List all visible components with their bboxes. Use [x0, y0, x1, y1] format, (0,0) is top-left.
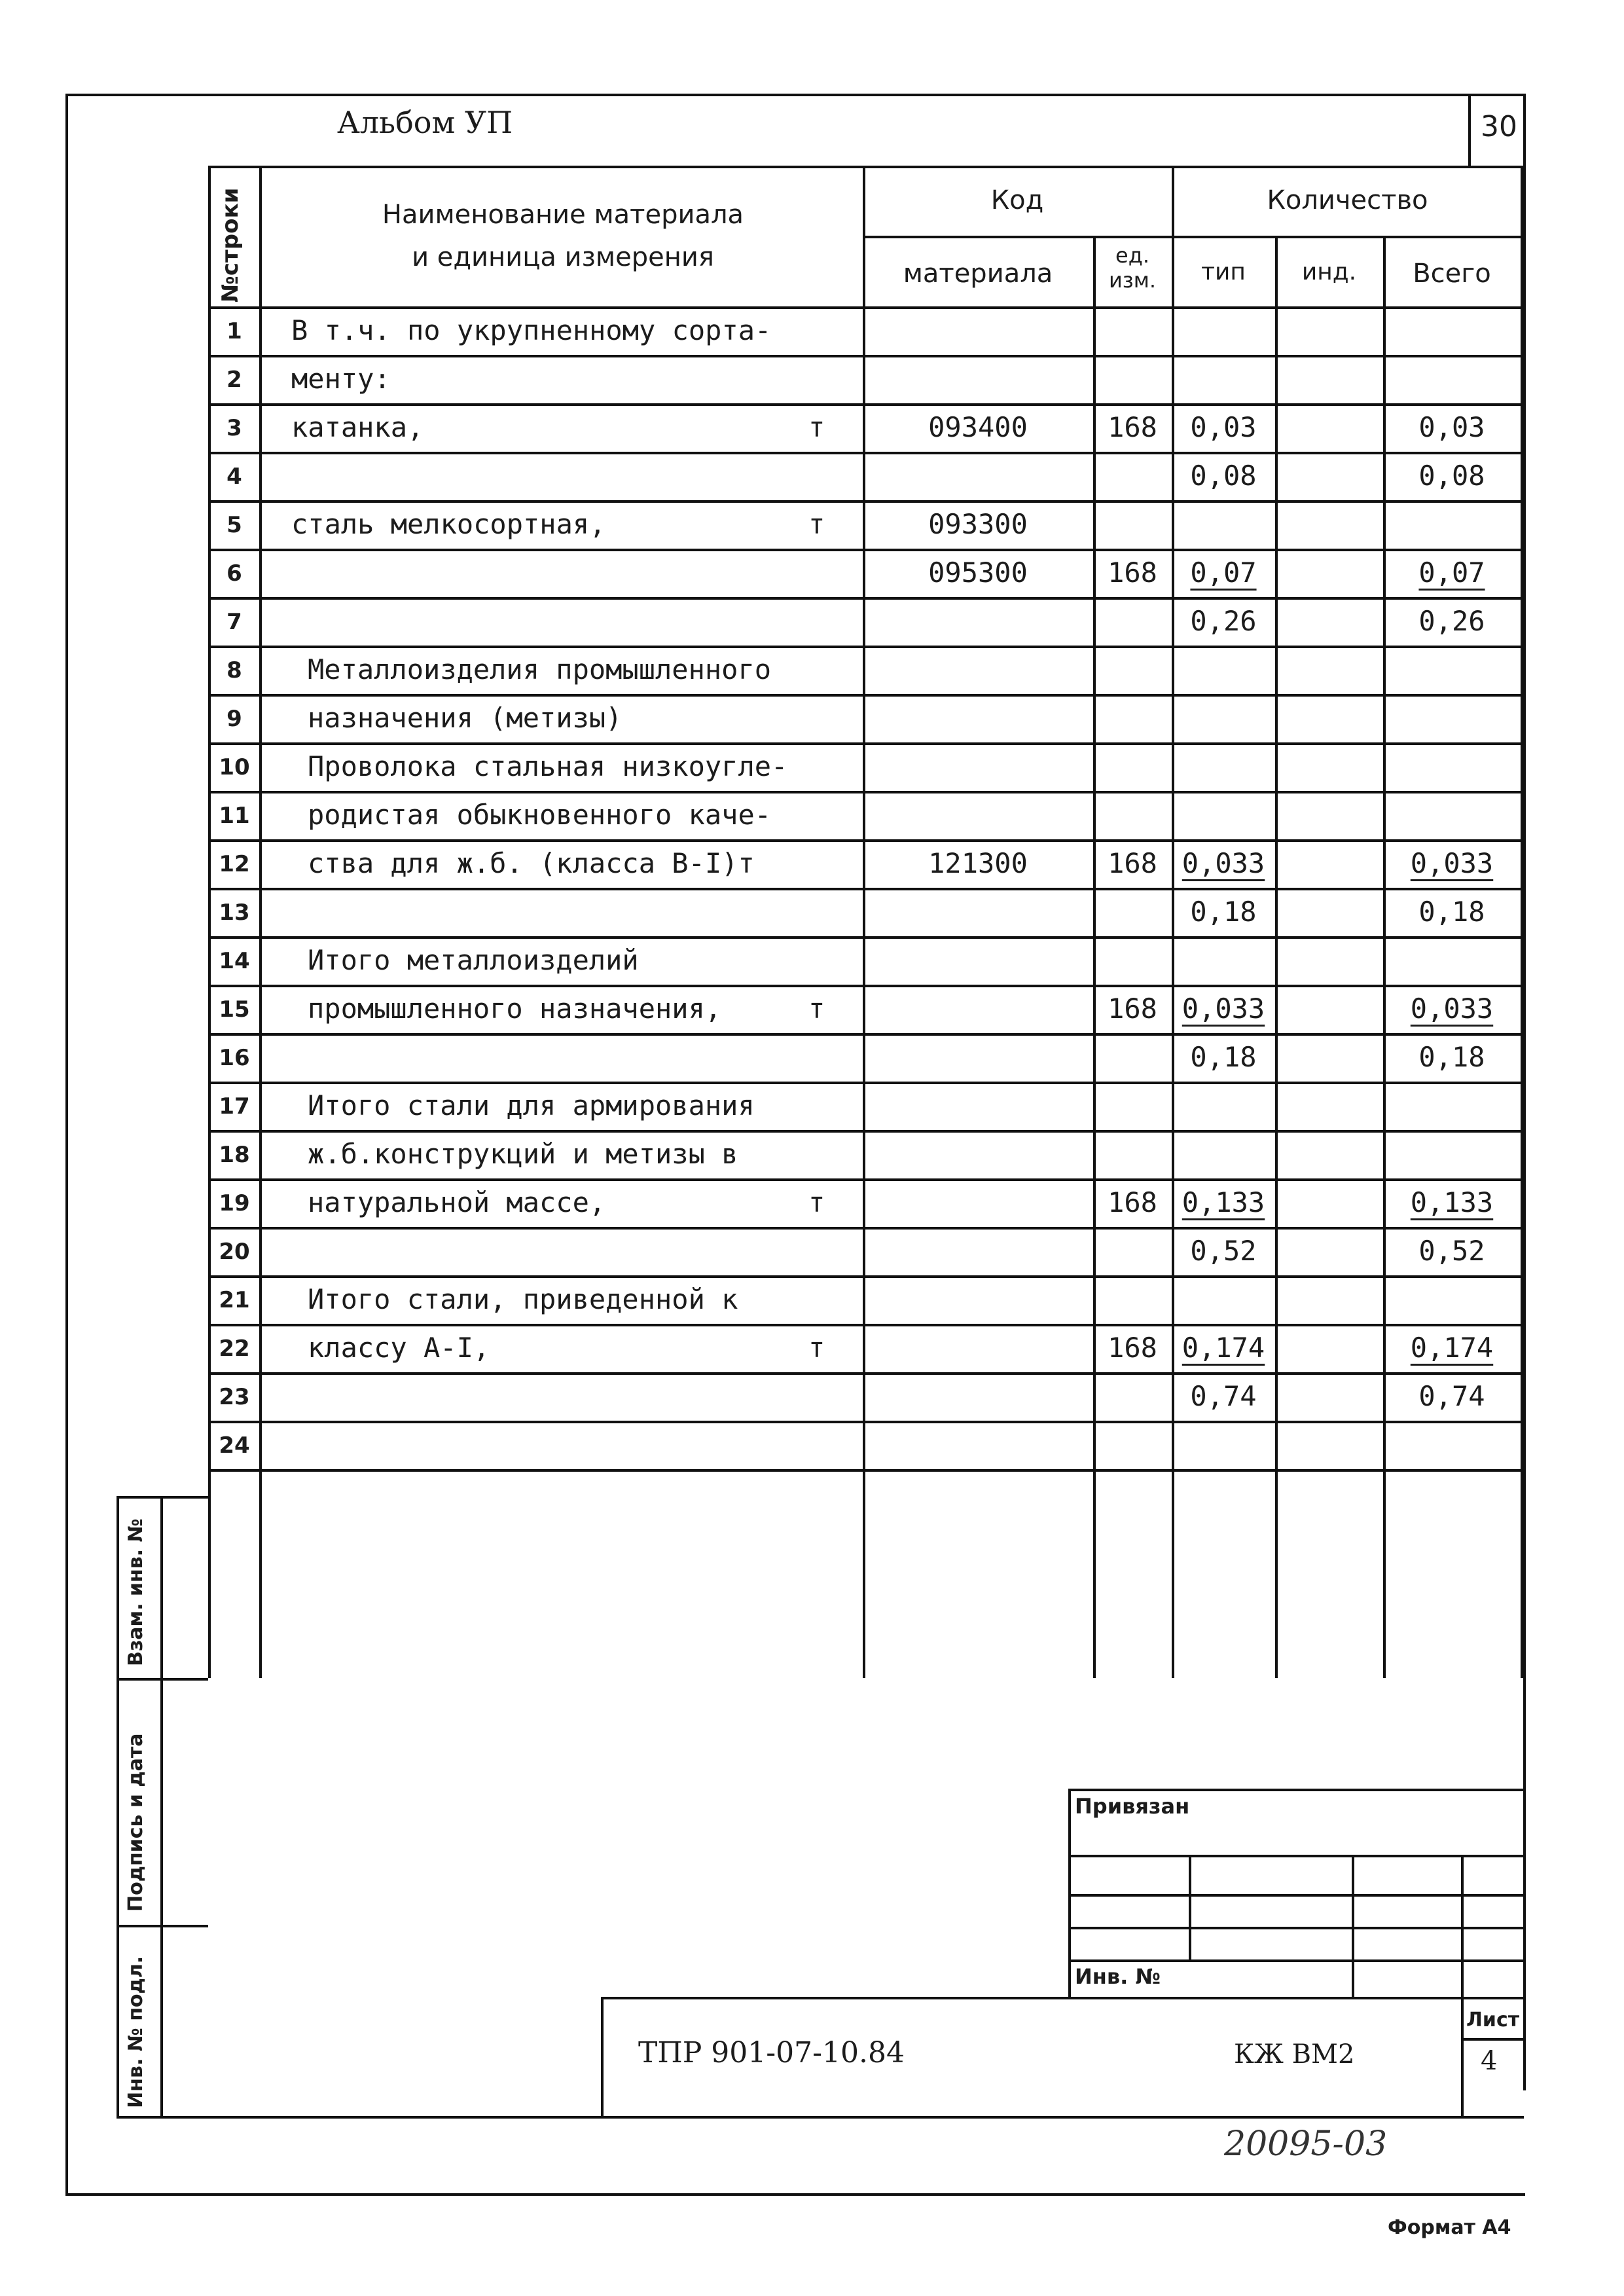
row-number: 17: [219, 1093, 250, 1120]
side-strip-div2: [117, 1925, 208, 1927]
qty-typ: 0,03: [1190, 411, 1257, 443]
table-top-line: [208, 166, 1524, 168]
row-number: 20: [219, 1239, 250, 1265]
header-typ: тип: [1201, 259, 1246, 285]
qty-total: 0,08: [1418, 460, 1485, 492]
header-ind: инд.: [1301, 259, 1357, 285]
row-number: 12: [219, 851, 250, 877]
qty-typ: 0,18: [1190, 896, 1257, 928]
unit-suffix: т: [808, 411, 825, 443]
material-code: 093400: [928, 411, 1028, 443]
row-separator: [208, 549, 1524, 551]
label-podpis-data: Подпись и дата: [124, 1733, 147, 1912]
header-material: материала: [903, 259, 1053, 289]
row-separator: [208, 1372, 1524, 1375]
qty-typ: 0,174: [1182, 1332, 1265, 1364]
qty-typ: 0,133: [1182, 1186, 1265, 1218]
header-total: Всего: [1413, 259, 1491, 289]
row-separator: [208, 742, 1524, 745]
row-number: 19: [219, 1190, 250, 1216]
document-code: ТПР 901-07-10.84: [638, 2036, 905, 2069]
header-name-line1: Наименование материала: [382, 200, 744, 230]
qty-typ: 0,26: [1190, 605, 1257, 637]
qty-typ: 0,08: [1190, 460, 1257, 492]
unit-code: 168: [1108, 1332, 1157, 1364]
material-name: назначения (метизы): [308, 702, 623, 734]
row-number: 4: [226, 464, 242, 490]
list-label: Лист: [1466, 2009, 1520, 2032]
row-separator: [208, 403, 1524, 406]
header-unit-line1: ед.: [1115, 243, 1149, 268]
list-value: 4: [1481, 2046, 1498, 2076]
material-code: 093300: [928, 508, 1028, 540]
unit-code: 168: [1108, 847, 1157, 879]
row-separator: [208, 1082, 1524, 1084]
row-number: 15: [219, 996, 250, 1023]
row-number: 11: [219, 803, 250, 829]
row-separator: [208, 646, 1524, 648]
qty-total: 0,07: [1418, 556, 1485, 589]
stamp-vline-3: [1461, 1855, 1464, 2117]
row-separator: [208, 791, 1524, 793]
qty-total: 0,033: [1410, 993, 1494, 1025]
header-sub-line: [863, 236, 1524, 238]
row-number: 9: [226, 706, 242, 732]
sheet-number: 30: [1481, 110, 1517, 143]
row-separator: [208, 1178, 1524, 1181]
header-unit-line2: изм.: [1108, 268, 1157, 293]
row-separator: [208, 1033, 1524, 1036]
stamp-inv-no: Инв. №: [1075, 1964, 1161, 1989]
row-separator: [208, 1421, 1524, 1423]
material-name: промышленного назначения,: [308, 993, 722, 1025]
frame-bottom: [65, 2193, 1525, 2196]
bottom-border: [117, 2116, 1524, 2119]
material-name: родистая обыкновенного каче-: [308, 799, 772, 831]
row-separator: [208, 1324, 1524, 1326]
row-number: 5: [226, 512, 242, 538]
row-separator: [208, 694, 1524, 697]
stamp-top: [1068, 1789, 1524, 1791]
row-number: 8: [226, 657, 242, 683]
unit-code: 168: [1108, 556, 1157, 589]
stamp-privyazan: Привязан: [1075, 1794, 1190, 1819]
row-separator: [208, 936, 1524, 939]
side-strip-mid: [160, 1496, 163, 2118]
row-number: 13: [219, 900, 250, 926]
row-number: 7: [226, 609, 242, 635]
frame-top: [65, 94, 1525, 96]
row-number: 2: [226, 367, 242, 393]
stamp-line-2: [1068, 1894, 1524, 1897]
unit-suffix: т: [808, 993, 825, 1025]
album-title: Альбом УП: [337, 105, 513, 140]
row-separator: [208, 355, 1524, 357]
side-strip-left: [117, 1496, 119, 2118]
material-name: Проволока стальная низкоугле-: [308, 750, 788, 782]
side-strip-top: [117, 1496, 208, 1499]
label-vzam-inv: Взам. инв. №: [124, 1518, 147, 1666]
qty-total: 0,52: [1418, 1235, 1485, 1267]
docbox-left: [601, 1997, 604, 2118]
handwritten-number: 20095-03: [1224, 2124, 1388, 2164]
docbox-top: [601, 1997, 1524, 1999]
stamp-line-3: [1068, 1927, 1524, 1929]
material-name: менту:: [291, 363, 391, 395]
qty-total: 0,174: [1410, 1332, 1494, 1364]
material-name: катанка,: [291, 411, 424, 443]
header-code-group: Код: [990, 185, 1044, 215]
row-separator: [208, 839, 1524, 842]
material-code: 095300: [928, 556, 1028, 589]
row-separator: [208, 985, 1524, 987]
stamp-line-1: [1068, 1855, 1524, 1857]
label-inv-podl: Инв. № подл.: [124, 1956, 147, 2108]
qty-total: 0,03: [1418, 411, 1485, 443]
header-row-number: №строки: [217, 187, 244, 302]
material-name: Итого металлоизделий: [308, 944, 639, 976]
qty-typ: 0,52: [1190, 1235, 1257, 1267]
row-separator: [208, 452, 1524, 454]
header-bottom-line: [208, 306, 1524, 309]
stamp-vline-2: [1352, 1855, 1354, 1999]
unit-suffix: т: [808, 1332, 825, 1364]
row-number: 21: [219, 1287, 250, 1313]
stamp-left: [1068, 1789, 1071, 1998]
unit-code: 168: [1108, 1186, 1157, 1218]
material-name: ства для ж.б. (класса В-I)т: [308, 847, 755, 879]
side-strip-div1: [117, 1678, 208, 1681]
row-number: 10: [219, 754, 250, 780]
material-name: ж.б.конструкций и метизы в: [308, 1138, 738, 1170]
qty-total: 0,18: [1418, 1041, 1485, 1073]
header-name-line2: и единица измерения: [412, 242, 714, 272]
qty-typ: 0,18: [1190, 1041, 1257, 1073]
frame-left: [65, 94, 68, 2195]
row-number: 1: [226, 318, 242, 344]
material-name: Итого стали для армирования: [308, 1089, 755, 1121]
row-number: 24: [219, 1432, 250, 1459]
qty-typ: 0,74: [1190, 1380, 1257, 1412]
material-name: В т.ч. по укрупненному сорта-: [291, 314, 772, 346]
row-number: 6: [226, 560, 242, 587]
material-code: 121300: [928, 847, 1028, 879]
col-line-7: [1521, 166, 1523, 1678]
list-box-line: [1461, 2038, 1524, 2041]
row-separator: [208, 597, 1524, 600]
qty-total: 0,74: [1418, 1380, 1485, 1412]
qty-typ: 0,07: [1190, 556, 1257, 589]
row-separator: [208, 1469, 1524, 1472]
stamp-line-4: [1068, 1959, 1524, 1962]
row-separator: [208, 888, 1524, 890]
unit-suffix: т: [808, 508, 825, 540]
qty-total: 0,26: [1418, 605, 1485, 637]
row-number: 14: [219, 948, 250, 974]
qty-typ: 0,033: [1182, 993, 1265, 1025]
row-number: 22: [219, 1336, 250, 1362]
col-line-2: [863, 166, 865, 1678]
material-name: Итого стали, приведенной к: [308, 1283, 738, 1315]
unit-code: 168: [1108, 411, 1157, 443]
unit-code: 168: [1108, 993, 1157, 1025]
qty-total: 0,18: [1418, 896, 1485, 928]
row-number: 18: [219, 1142, 250, 1168]
stamp-vline-1: [1189, 1855, 1191, 1959]
row-separator: [208, 500, 1524, 503]
material-name: натуральной массе,: [308, 1186, 606, 1218]
material-name: сталь мелкосортная,: [291, 508, 606, 540]
material-name: Металлоизделия промышленного: [308, 653, 772, 685]
row-separator: [208, 1227, 1524, 1230]
material-name: классу А-I,: [308, 1332, 490, 1364]
qty-typ: 0,033: [1182, 847, 1265, 879]
row-separator: [208, 1130, 1524, 1133]
document-mark: КЖ ВМ2: [1234, 2039, 1355, 2069]
row-separator: [208, 1275, 1524, 1278]
header-quantity-group: Количество: [1267, 185, 1428, 215]
unit-suffix: т: [808, 1186, 825, 1218]
row-number: 16: [219, 1045, 250, 1071]
qty-total: 0,033: [1410, 847, 1494, 879]
format-label: Формат А4: [1388, 2216, 1511, 2239]
qty-total: 0,133: [1410, 1186, 1494, 1218]
sheet-number-box-left: [1468, 94, 1471, 166]
row-number: 23: [219, 1384, 250, 1410]
row-number: 3: [226, 415, 242, 441]
